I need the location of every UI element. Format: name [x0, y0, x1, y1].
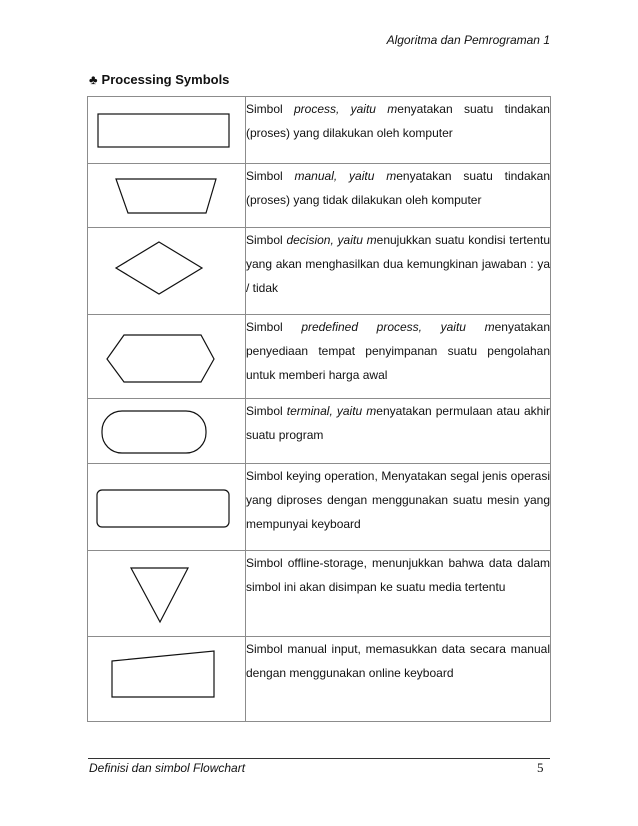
- desc-term: predefined process, yaitu m: [301, 320, 495, 334]
- desc-text: enujukkan suatu kondisi tertentu yang akan menghasilkan dua kemungkinan jawaban : ya / tidak: [246, 233, 550, 295]
- desc-prefix: Simbol: [246, 102, 294, 116]
- desc-term: terminal, yaitu m: [286, 404, 377, 418]
- keying-operation-icon: [88, 464, 245, 551]
- desc-term: process, yaitu m: [293, 102, 398, 116]
- symbol-cell: [88, 399, 246, 464]
- footer-divider: [88, 758, 550, 759]
- desc-text: Simbol offline-storage, menunjukkan bahwa data dalam simbol ini akan disimpan ke suatu media tertentu: [246, 556, 550, 594]
- table-row: [88, 315, 551, 399]
- description-cell: [246, 464, 551, 551]
- offline-storage-triangle-icon: [88, 551, 245, 637]
- desc-term: manual, yaitu m: [294, 169, 397, 183]
- desc-text: Simbol keying operation, Menyatakan segal jenis operasi yang diproses dengan menggunakan suatu mesin yang mempunyai keyboard: [246, 469, 550, 531]
- manual-trapezoid-icon: [88, 164, 245, 228]
- symbol-cell: [88, 464, 246, 551]
- desc-prefix: Simbol: [246, 404, 287, 418]
- section-heading: [89, 72, 229, 87]
- footer-title: Definisi dan simbol Flowchart: [89, 761, 246, 775]
- description-cell: [246, 551, 551, 637]
- section-title: Processing Symbols: [101, 72, 230, 87]
- description-cell: [246, 637, 551, 722]
- description-cell: [246, 399, 551, 464]
- page-number: 5: [537, 760, 544, 775]
- symbol-table: [87, 96, 551, 722]
- desc-text: enyatakan permulaan atau akhir suatu program: [246, 404, 550, 442]
- description-cell: [246, 164, 551, 228]
- table-row: [88, 637, 551, 722]
- table-row: [88, 228, 551, 315]
- process-rectangle-icon: [88, 97, 245, 164]
- description-cell: [246, 228, 551, 315]
- desc-term: decision, yaitu m: [286, 233, 377, 247]
- symbol-cell: [88, 637, 246, 722]
- desc-text: enyatakan penyediaan tempat penyimpanan suatu pengolahan untuk memberi harga awal: [246, 320, 550, 382]
- terminal-rounded-icon: [88, 399, 245, 464]
- desc-text: Simbol manual input, memasukkan data secara manual dengan menggunakan online keyboard: [246, 642, 550, 680]
- symbol-cell: [88, 97, 246, 164]
- table-row: [88, 399, 551, 464]
- club-bullet-icon: ♣: [89, 72, 98, 87]
- desc-text: enyatakan suatu tindakan (proses) yang dilakukan oleh komputer: [246, 102, 550, 140]
- description-cell: [246, 315, 551, 399]
- desc-prefix: Simbol: [246, 233, 287, 247]
- description-cell: [246, 97, 551, 164]
- desc-prefix: Simbol: [246, 169, 295, 183]
- decision-diamond-icon: [88, 228, 245, 315]
- table-row: [88, 551, 551, 637]
- symbol-cell: [88, 315, 246, 399]
- symbol-cell: [88, 228, 246, 315]
- desc-prefix: Simbol: [246, 320, 302, 334]
- desc-text: enyatakan suatu tindakan (proses) yang tidak dilakukan oleh komputer: [246, 169, 550, 207]
- table-row: [88, 464, 551, 551]
- table-row: [88, 97, 551, 164]
- table-row: [88, 164, 551, 228]
- symbol-cell: [88, 164, 246, 228]
- predefined-process-hexagon-icon: [88, 315, 245, 399]
- running-header: Algoritma dan Pemrograman 1: [386, 33, 550, 47]
- manual-input-icon: [88, 637, 245, 722]
- symbol-cell: [88, 551, 246, 637]
